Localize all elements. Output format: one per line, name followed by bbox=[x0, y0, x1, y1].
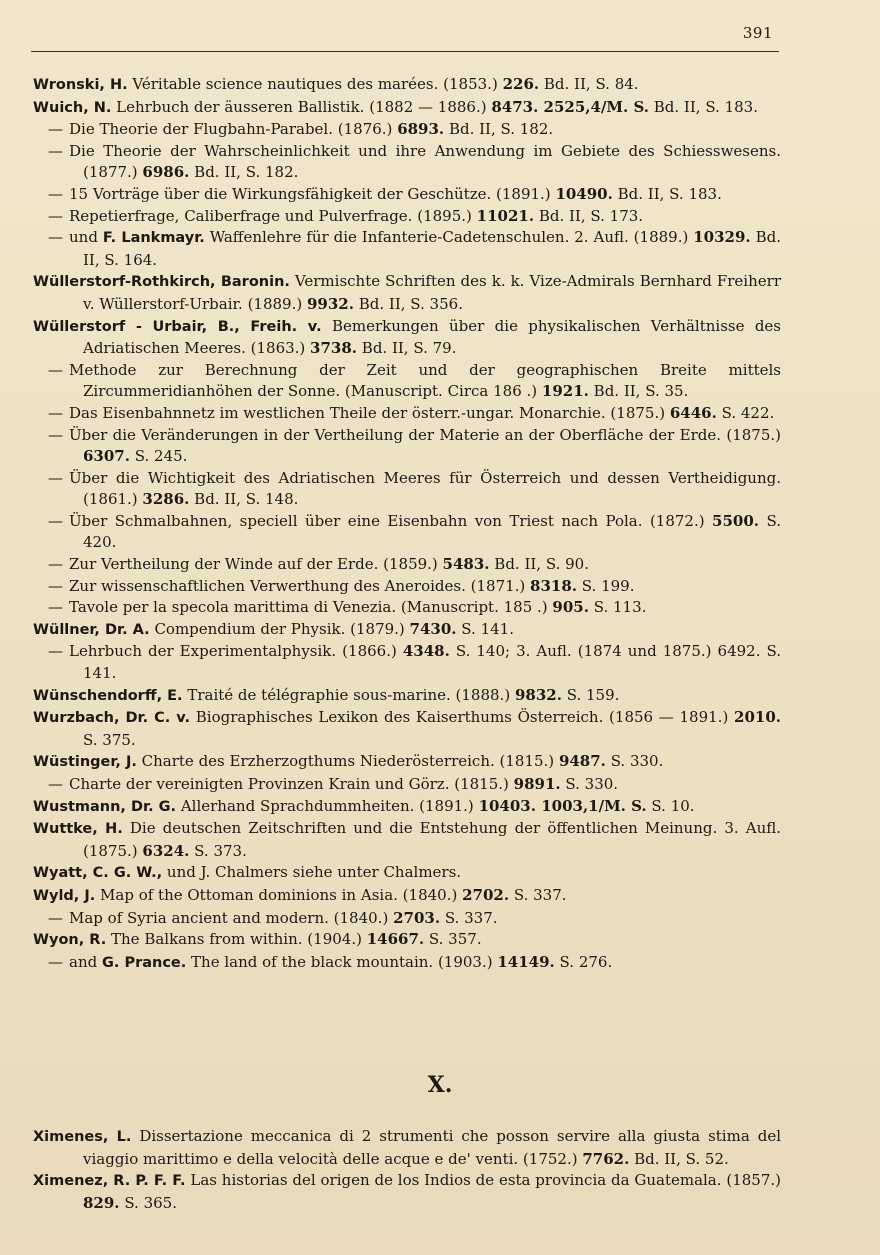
entry-reference: Bd. II, S. 52. bbox=[629, 1149, 729, 1168]
entry-title: Compendium der Physik. (1879.) bbox=[149, 619, 410, 638]
entry-author: Wüstinger, J. bbox=[33, 754, 137, 771]
entry-title: Las historias del origen de los Indios de esta provincia da Guatemala. (1857.) bbox=[185, 1171, 781, 1190]
catalog-entry bbox=[33, 707, 781, 751]
entry-reference: S. 140; 3. Aufl. (1874 und 1875.) 6492. S. 141. bbox=[83, 642, 781, 683]
catalog-entry bbox=[33, 360, 781, 403]
entry-title: The Balkans from within. (1904.) bbox=[106, 930, 367, 949]
entry-reference: S. 159. bbox=[561, 685, 620, 704]
catalog-entry bbox=[33, 74, 781, 97]
catalog-entry bbox=[33, 227, 781, 271]
entry-catalog-number: 4348. bbox=[402, 642, 450, 661]
ditto-dash: — bbox=[48, 468, 63, 487]
entry-title: Zur Vertheilung der Winde auf der Erde. (1859.) bbox=[69, 555, 443, 574]
catalog-entry bbox=[33, 271, 781, 315]
entry-title: Die Theorie der Wahrscheinlichkeit und ihre Anwendung im Gebiete des Schiesswesens. (1877.) bbox=[69, 141, 781, 182]
catalog-entry bbox=[33, 751, 781, 774]
entry-catalog-number: 5483. bbox=[442, 555, 490, 574]
entry-author: F. Lankmayr. bbox=[102, 230, 205, 247]
entry-catalog-number: 6307. bbox=[83, 447, 130, 466]
entry-reference: S. 199. bbox=[577, 576, 635, 595]
entry-catalog-number: 9487. bbox=[558, 752, 606, 771]
ditto-dash: — bbox=[48, 228, 63, 247]
catalog-entry bbox=[33, 952, 781, 975]
entry-reference: S. 365. bbox=[119, 1193, 177, 1212]
catalog-entry bbox=[33, 641, 781, 684]
entry-reference: S. 337. bbox=[440, 908, 498, 927]
ditto-dash: — bbox=[48, 141, 63, 160]
entry-title: Die deutschen Zeitschriften und die Entstehung der öffentlichen Meinung. 3. Aufl. (1875.) bbox=[83, 819, 782, 860]
entry-reference: S. 357. bbox=[424, 930, 482, 949]
catalog-entry bbox=[33, 141, 781, 184]
catalog-entry bbox=[33, 908, 781, 930]
catalog-entry bbox=[33, 119, 781, 141]
entry-author: Wuttke, H. bbox=[33, 821, 123, 838]
entry-catalog-number: 1921. bbox=[541, 382, 589, 401]
entry-title: und J. Chalmers siehe unter Chalmers. bbox=[162, 863, 462, 882]
entry-catalog-number: 7430. bbox=[409, 619, 457, 638]
entry-title: Dissertazione meccanica di 2 strumenti che posson servire alla giusta stima del viaggio marittimo e della velocità delle acque e de' venti. (1752.) bbox=[83, 1127, 781, 1168]
ditto-dash: — bbox=[48, 952, 63, 971]
entries-w bbox=[33, 74, 781, 974]
entry-catalog-number: 9832. bbox=[514, 685, 562, 704]
entry-prefix: and bbox=[69, 952, 102, 971]
ditto-dash: — bbox=[48, 120, 63, 139]
entry-title: Methode zur Berechnung der Zeit und der geographischen Breite mittels Zircummeridianhöhen der Sonne. (Manuscript. Circa 186 .) bbox=[69, 360, 781, 401]
ditto-dash: — bbox=[48, 555, 63, 574]
entry-author: Wustmann, Dr. G. bbox=[33, 798, 177, 815]
entry-reference: Bd. II, S. 148. bbox=[189, 490, 299, 509]
entry-author: Ximenes, L. bbox=[33, 1129, 132, 1145]
entry-author: G. Prance. bbox=[101, 954, 187, 971]
catalog-entry bbox=[33, 774, 781, 796]
entry-catalog-number: 11021. bbox=[476, 206, 535, 225]
entry-reference: S. 375. bbox=[83, 730, 136, 749]
catalog-entry bbox=[33, 554, 781, 576]
entry-title: Allerhand Sprachdummheiten. (1891.) bbox=[176, 796, 479, 815]
entry-title: Lehrbuch der äusseren Ballistik. (1882 — 1886.) bbox=[111, 97, 492, 116]
entry-title: 15 Vorträge über die Wirkungsfähigkeit der Geschütze. (1891.) bbox=[69, 184, 556, 203]
entry-title: Véritable science nautiques des marées. (1853.) bbox=[127, 75, 503, 93]
entry-author: Wüllerstorf - Urbair, B., Freih. v. bbox=[33, 318, 322, 335]
catalog-entry bbox=[33, 403, 781, 425]
entry-catalog-number: 3286. bbox=[142, 490, 190, 509]
catalog-entry bbox=[33, 685, 781, 708]
entry-title: Über die Wichtigkeit des Adriatischen Meeres für Österreich und dessen Vertheidigung. (1861.) bbox=[69, 468, 781, 509]
entries-x bbox=[33, 1126, 781, 1214]
catalog-entry bbox=[33, 316, 781, 360]
entry-reference: Bd. II, S. 356. bbox=[353, 294, 463, 313]
entry-title: Map of the Ottoman dominions in Asia. (1840.) bbox=[95, 885, 463, 904]
entry-title: Waffenlehre für die Infanterie-Cadetenschulen. 2. Aufl. (1889.) bbox=[204, 228, 694, 247]
entry-author: Wuich, N. bbox=[33, 99, 112, 116]
entry-title: Map of Syria ancient and modern. (1840.) bbox=[69, 908, 394, 927]
catalog-entry bbox=[33, 184, 781, 206]
entry-catalog-number: 226. bbox=[502, 75, 540, 93]
ditto-dash: — bbox=[48, 403, 63, 422]
entry-reference: Bd. II, S. 182. bbox=[444, 120, 554, 139]
ditto-dash: — bbox=[48, 598, 63, 617]
entry-reference: S. 141. bbox=[456, 619, 514, 638]
catalog-entry bbox=[33, 796, 781, 819]
entry-author: Wüllerstorf-Rothkirch, Baronin. bbox=[33, 274, 290, 291]
entry-reference: Bd. II, S. 84. bbox=[539, 75, 639, 93]
entry-author: Ximenez, R. P. F. F. bbox=[33, 1173, 186, 1190]
ditto-dash: — bbox=[48, 642, 63, 661]
entry-title: Biographisches Lexikon des Kaiserthums Österreich. (1856 — 1891.) bbox=[190, 708, 735, 727]
entry-author: Wronski, H. bbox=[33, 77, 128, 93]
ditto-dash: — bbox=[48, 425, 63, 444]
entry-catalog-number: 905. bbox=[552, 598, 589, 617]
entry-reference: S. 330. bbox=[560, 775, 619, 793]
entry-title: Traité de télégraphie sous-marine. (1888.) bbox=[182, 685, 515, 704]
entry-reference: S. 330. bbox=[605, 752, 664, 771]
entry-catalog-number: 5500. bbox=[712, 511, 760, 530]
entry-catalog-number: 6446. bbox=[669, 403, 717, 422]
catalog-entry bbox=[33, 206, 781, 228]
entry-title: Bemerkungen über die physikalischen Verhältnisse des Adriatischen Meeres. (1863.) bbox=[83, 316, 781, 358]
entry-author: Wyld, J. bbox=[33, 887, 96, 904]
entry-catalog-number: 2010. bbox=[734, 708, 782, 727]
entry-reference: S. 373. bbox=[189, 841, 247, 860]
page-number: 391 bbox=[742, 24, 773, 42]
entry-catalog-number: 9891. bbox=[513, 775, 561, 793]
header-rule bbox=[31, 51, 779, 52]
entry-reference: Bd. II, S. 183. bbox=[612, 184, 722, 203]
entry-author: Wyon, R. bbox=[33, 932, 107, 949]
entry-reference: S. 245. bbox=[129, 447, 188, 466]
entry-catalog-number: 3738. bbox=[310, 339, 358, 358]
entry-reference: S. 420. bbox=[83, 511, 781, 552]
entry-catalog-number: 10329. bbox=[693, 228, 751, 247]
entry-title: Tavole per la specola marittima di Venezia. (Manuscript. 185 .) bbox=[69, 598, 553, 617]
catalog-entry bbox=[33, 818, 781, 862]
entry-catalog-number: 10490. bbox=[555, 184, 613, 203]
entry-catalog-number: 8473. 2525,4/M. S. bbox=[491, 97, 649, 116]
entry-catalog-number: 6324. bbox=[142, 841, 190, 860]
entry-reference: S. 337. bbox=[509, 885, 567, 904]
entry-catalog-number: 2703. bbox=[393, 908, 441, 927]
entry-title: Charte der vereinigten Provinzen Krain und Görz. (1815.) bbox=[69, 775, 514, 793]
entry-reference: S. 10. bbox=[646, 796, 695, 815]
entry-reference: Bd. II, S. 164. bbox=[83, 228, 781, 269]
catalog-entry bbox=[33, 511, 781, 554]
entry-title: Lehrbuch der Experimentalphysik. (1866.) bbox=[69, 642, 403, 661]
entry-catalog-number: 10403. 1003,1/M. S. bbox=[478, 796, 647, 815]
entry-catalog-number: 7762. bbox=[582, 1149, 630, 1168]
entry-title: Das Eisenbahnnetz im westlichen Theile der österr.-ungar. Monarchie. (1875.) bbox=[69, 403, 670, 422]
ditto-dash: — bbox=[48, 360, 63, 379]
entry-author: Wüllner, Dr. A. bbox=[33, 621, 150, 638]
entry-author: Wyatt, C. G. W., bbox=[33, 865, 163, 882]
catalog-entry bbox=[33, 885, 781, 908]
entry-author: Wünschendorff, E. bbox=[33, 687, 183, 704]
entry-reference: Bd. II, S. 183. bbox=[649, 97, 758, 116]
catalog-entry bbox=[33, 425, 781, 468]
catalog-entry bbox=[33, 862, 781, 885]
entry-reference: Bd. II, S. 182. bbox=[189, 163, 299, 182]
catalog-entry bbox=[33, 576, 781, 598]
entry-catalog-number: 6893. bbox=[397, 120, 445, 139]
entry-catalog-number: 9932. bbox=[306, 294, 354, 313]
entry-catalog-number: 14667. bbox=[366, 930, 425, 949]
entry-reference: Bd. II, S. 90. bbox=[489, 555, 589, 574]
ditto-dash: — bbox=[48, 775, 63, 793]
entry-reference: S. 422. bbox=[716, 403, 775, 422]
catalog-entry bbox=[33, 619, 781, 642]
entry-catalog-number: 829. bbox=[83, 1193, 120, 1212]
entry-reference: Bd. II, S. 79. bbox=[357, 339, 457, 358]
ditto-dash: — bbox=[48, 184, 63, 203]
entry-title: Charte des Erzherzogthums Niederösterreich. (1815.) bbox=[136, 752, 559, 771]
catalog-entry bbox=[33, 468, 781, 511]
entry-title: Repetierfrage, Caliberfrage und Pulverfrage. (1895.) bbox=[69, 206, 477, 225]
ditto-dash: — bbox=[48, 511, 63, 530]
entry-title: Die Theorie der Flugbahn-Parabel. (1876.) bbox=[69, 120, 398, 139]
catalog-entry bbox=[33, 597, 781, 619]
catalog-entry bbox=[33, 97, 781, 120]
entry-title: Über die Veränderungen in der Vertheilung der Materie an der Oberfläche der Erde. (1875.) bbox=[69, 425, 781, 444]
entry-prefix: und bbox=[69, 228, 103, 247]
entry-catalog-number: 2702. bbox=[462, 885, 510, 904]
entry-catalog-number: 14149. bbox=[497, 952, 555, 971]
entry-title: The land of the black mountain. (1903.) bbox=[186, 952, 498, 971]
entry-catalog-number: 8318. bbox=[530, 576, 578, 595]
ditto-dash: — bbox=[48, 206, 63, 225]
catalog-entry bbox=[33, 1170, 781, 1214]
entry-reference: Bd. II, S. 173. bbox=[534, 206, 644, 225]
entry-reference: Bd. II, S. 35. bbox=[588, 382, 689, 401]
entry-reference: S. 276. bbox=[554, 952, 613, 971]
entry-title: Zur wissenschaftlichen Verwerthung des Aneroides. (1871.) bbox=[69, 576, 531, 595]
section-heading: X. bbox=[427, 1072, 453, 1098]
ditto-dash: — bbox=[48, 576, 63, 595]
entry-title: Vermischte Schriften des k. k. Vize-Admirals Bernhard Freiherr v. Wüllerstorf-Urbair. (1889.) bbox=[83, 272, 781, 313]
entry-catalog-number: 6986. bbox=[142, 163, 190, 182]
entry-reference: S. 113. bbox=[588, 598, 647, 617]
entry-author: Wurzbach, Dr. C. v. bbox=[33, 710, 191, 727]
ditto-dash: — bbox=[48, 908, 63, 927]
catalog-entry bbox=[33, 929, 781, 952]
entry-title: Über Schmalbahnen, speciell über eine Eisenbahn von Triest nach Pola. (1872.) bbox=[69, 511, 713, 530]
catalog-entry bbox=[33, 1126, 781, 1170]
